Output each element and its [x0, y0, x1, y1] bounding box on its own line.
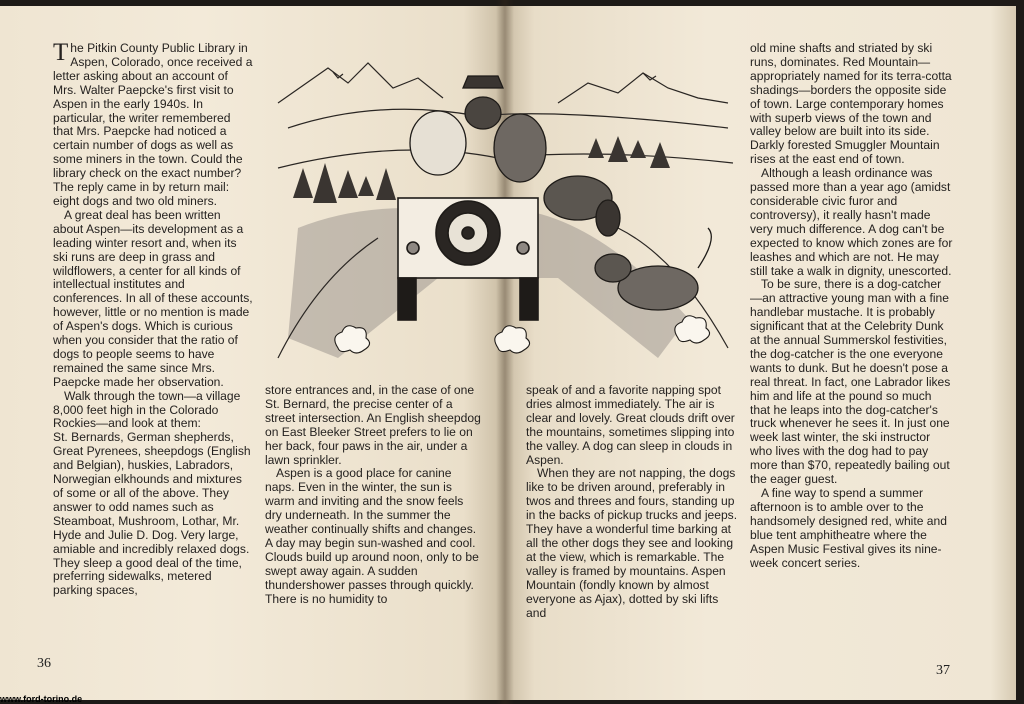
paragraph-11: To be sure, there is a dog-catcher—an attractive young man with a fine handlebar mustache. It is probably significant that at the Celebrity Dunk at the annual Summerskol festivities, the dog-catcher is the one everyone wants to dunk. But he doesn't pose a real threat. In fact, one Labrador likes him and life at the pound so much that he leaps into the dog-catcher's truck whenever he sees it. In just one week last winter, the ski instructor who lives with the dog had to pay more than $70, repeatedly bailing out the eager guest.: [750, 277, 951, 487]
text-column-3: [526, 384, 740, 620]
dogs-in-jeep-illustration: [258, 58, 748, 368]
paragraph-9: old mine shafts and striated by ski runs, dominates. Red Mountain—appropriately named for its terra-cotta shadings—borders the opposite side of town. Large contemporary homes with superb views of the town and valley below are built into its side. Darkly forested Smuggler Mountain rises at the east end of town.: [750, 41, 952, 167]
page-number-left: 36: [37, 656, 51, 671]
paragraph-5: store entrances and, in the case of one St. Bernard, the precise center of a street intersection. An English sheepdog on East Bleeker Street prefers to lie on her back, four paws in the air, under a lawn sprinkler.: [265, 383, 481, 467]
paragraph-12: A fine way to spend a summer afternoon is to amble over to the handsomely designed red, white and blue tent amphitheatre where the Aspen Music Festival gives its nine-week concert series.: [750, 486, 947, 570]
page-number-right: 37: [936, 663, 950, 678]
text-column-4: [750, 42, 953, 570]
paragraph-1: The Pitkin County Public Library in Aspen, Colorado, once received a letter asking about an account of Mrs. Walter Paepcke's first visit to Aspen in the early 1940s. In particular, the writer remembered that Mrs. Paepcke had noticed a certain number of dogs as well as some miners in the town. Could the library check on the exact number? The reply came in by return mail: eight dogs and two old miners.: [53, 39, 253, 208]
paragraph-2: A great deal has been written about Aspen—its development as a leading winter resort and, when its ski runs are deep in grass and wildflowers, a center for all kinds of intellectual institutes and conferences. In all of these accounts, however, little or no mention is made of Aspen's dogs. Which is curious when you consider that the ratio of dogs to people seems to have remained the same since Mrs. Paepcke made her observation.: [53, 207, 253, 389]
paragraph-8: When they are not napping, the dogs like to be driven around, preferably in twos and threes and fours, standing up in the backs of pickup trucks and jeeps. They have a wonderful time barking at all the other dogs they see and looking at the view, which is remarkable. The valley is framed by mountains. Aspen Mountain (fondly known by almost everyone as Ajax), dotted by ski lifts and: [526, 466, 738, 620]
drop-cap: T: [53, 39, 69, 66]
paragraph-6: Aspen is a good place for canine naps. Even in the winter, the sun is warm and inviting and the snow feels dry underneath. In the summer the weather continually shifts and changes. A day may begin sun-washed and cool. Clouds build up around noon, only to be swept away again. A sudden thundershower passes through quickly. There is no humidity to: [265, 466, 479, 606]
text-column-2: [265, 384, 481, 607]
paragraph-7: speak of and a favorite napping spot dries almost immediately. The air is clear and lovely. Great clouds drift over the mountains, sometimes slipping into the valley. A dog can sleep in clouds in Aspen.: [526, 383, 735, 467]
text-column-1: [53, 39, 253, 598]
paragraph-3: Walk through the town—a village 8,000 feet high in the Colorado Rockies—and look at them:: [53, 388, 241, 431]
paragraph-10: Although a leash ordinance was passed more than a year ago (amidst considerable civic furor and controversy), it really hasn't made very much difference. A dog can't be expected to know which zones are for leashes and which are not. He may still take a walk in dignity, unescorted.: [750, 166, 953, 278]
paragraph-4: St. Bernards, German shepherds, Great Pyrenees, sheepdogs (English and Belgian), huskies, Labradors, Norwegian elkhounds and mixtures of some or all of the above. They answer to odd names such as Steamboat, Mushroom, Lothar, Mr. Hyde and Julie D. Dog. Very large, amiable and incredibly relaxed dogs. They sleep a good deal of the time, preferring sidewalks, metered parking spaces,: [53, 430, 251, 598]
watermark-url: www.ford-torino.de: [0, 694, 83, 704]
